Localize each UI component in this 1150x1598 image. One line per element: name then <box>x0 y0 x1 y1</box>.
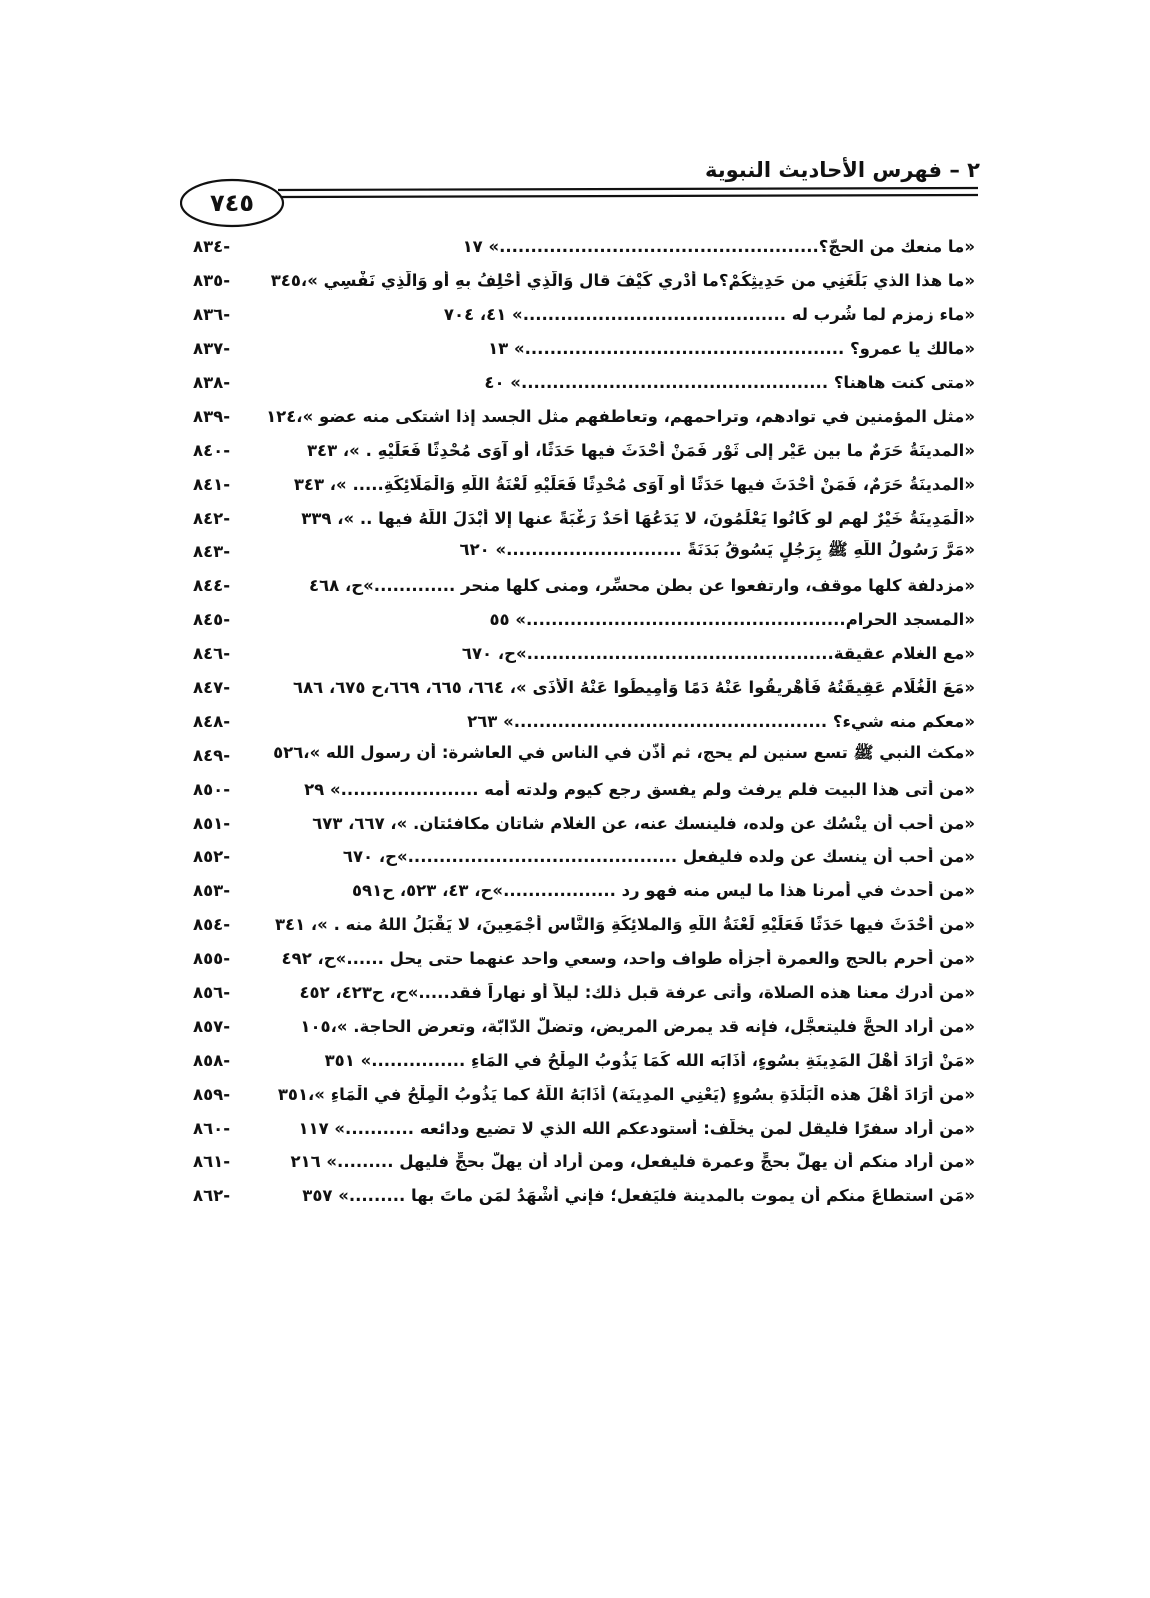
entry-number: -٨٣٤ <box>193 237 231 257</box>
entry-number: -٨٥٨ <box>193 1050 231 1070</box>
entry-number: -٨٤٨ <box>193 711 231 731</box>
index-entry <box>185 738 975 772</box>
entry-number: -٨٤٧ <box>193 678 231 698</box>
entry-text: «من أراد الحجَّ فليتعجَّل، فإنه قد يمرض المريض، وتضلُّ الدّابّة، وتعرض الحاجة. »،١٠٥ <box>300 1016 975 1036</box>
index-entry <box>185 840 975 874</box>
entry-text: «متى كنت هاهنا؟ .................................................» ٤٠ <box>484 373 975 392</box>
entry-text: «من أحب أن ينسك عن ولده فليفعل ...........................................»ح، ٦٧٠ <box>342 847 975 867</box>
entry-number: -٨٣٧ <box>193 339 231 359</box>
index-entry <box>185 1111 975 1145</box>
section-title: ٢ – فهرس الأحاديث النبوية <box>705 158 980 182</box>
index-entry <box>185 1009 975 1043</box>
index-entry <box>185 976 975 1010</box>
entry-text: «من أتى هذا البيت فلم يرفث ولم يفسق رجع كيوم ولدته أمه ......................» ٢٩ <box>304 779 975 799</box>
entry-number: -٨٥٦ <box>193 983 231 1003</box>
entry-number: -٨٦١ <box>193 1152 231 1172</box>
entry-number: -٨٤٢ <box>193 508 231 528</box>
entry-text: «مع الغلام عقيقة.................................................»ح، ٦٧٠ <box>461 644 975 664</box>
entry-text: «مَن استطاعَ منكم أن يموت بالمدينة فليَفعل؛ فإني أَشْهَدُ لمَن ماتَ بها .........» ٣٥٧ <box>302 1186 975 1206</box>
entry-number: -٨٦٠ <box>193 1118 231 1138</box>
entry-text: «مَعَ الْغُلَامِ عَقِيقَتُهُ فَأَهْرِيقُوا عَنْهُ دَمًا وَأَمِيطُوا عَنْهُ الْأَذَى »، ٦٦٤، ٦٦٥، ٦٦٩،ح ٦٧٥، ٦٨٦ <box>293 678 975 698</box>
page-number: ٧٤٥ <box>210 189 254 217</box>
page-header <box>180 150 980 230</box>
entry-text: «من أَرَادَ أَهْلَ هذه الْبَلْدَةِ بِسُوءٍ (يَعْنِي المدِينَة) أَذَابَهُ اللَّهُ كما يَذُوبُ الْمِلْحُ في الْمَاءِ »،٣٥١ <box>277 1084 975 1104</box>
entry-text: «المدينَةُ حَرَمٌ ما بين عَيْرٍ إلى ثَوْرٍ فَمَنْ أَحْدَثَ فيها حَدَثًا، أو آوَى مُحْدِثًا فَعَلَيْهِ . »، ٣٤٣ <box>306 440 975 460</box>
entry-number: -٨٤٣ <box>193 542 231 562</box>
entry-number: -٨٥٠ <box>193 779 231 799</box>
index-entry <box>185 399 975 433</box>
index-entry <box>185 942 975 976</box>
entry-number: -٨٤١ <box>193 474 231 494</box>
entry-text: «من أحدث في أمرنا هذا ما ليس منه فهو رد ..................»ح، ٤٣، ٥٢٣، ح٥٩١ <box>351 881 975 901</box>
entry-text: «مكث النبي ﷺ تسع سنين لم يحج، ثم أذَّن في الناس في العاشرة: أن رسول الله »،٥٢٦ <box>273 743 975 763</box>
entry-text: «من أَحْدَثَ فيها حَدَثًا فَعَلَيْهِ لَعْنَةُ اللَّهِ وَالملائِكَةِ وَالنَّاسِ أَجْمَعِينَ، لا يَقْبَلُ اللهُ منه . »، ٣٤١ <box>274 915 975 935</box>
index-entry <box>185 874 975 908</box>
index-entry <box>185 772 975 806</box>
index-entry <box>185 1179 975 1213</box>
index-entry <box>185 264 975 298</box>
index-entry <box>185 704 975 738</box>
entry-number: -٨٥٩ <box>193 1084 231 1104</box>
index-entry <box>185 806 975 840</box>
index-entry <box>185 1077 975 1111</box>
entry-number: -٨٥٣ <box>193 881 231 901</box>
index-entry <box>185 671 975 705</box>
entry-text: «من أدرك معنا هذه الصلاة، وأتى عرفة قبل ذلك: ليلاً أو نهاراً فقد.....»ح، ح٤٢٣، ٤٥٢ <box>299 983 975 1003</box>
entry-text: «مثل المؤمنين في توادهم، وتراحمهم، وتعاطفهم مثل الجسد إذا اشتكى منه عضو »،١٢٤ <box>266 406 975 426</box>
entry-number: -٨٣٩ <box>193 406 231 426</box>
entry-number: -٨٤٤ <box>193 576 231 596</box>
entry-number: -٨٦٢ <box>193 1186 231 1206</box>
index-entry <box>185 535 975 569</box>
entry-number: -٨٤٠ <box>193 440 231 460</box>
index-entry <box>185 569 975 603</box>
index-entry <box>185 1145 975 1179</box>
index-entry <box>185 433 975 467</box>
hadith-index-list <box>185 230 975 1213</box>
entry-text: «من أراد سفرًا فليقل لمن يخلّف: أستودعكم الله الذي لا تضيع ودائعه ...........» ١١٧ <box>298 1118 975 1138</box>
entry-text: «من أحب أن ينْسُك عن ولده، فلينسك عنه، عن الغلام شاتان مكافئتان. »، ٦٦٧، ٦٧٣ <box>312 813 975 833</box>
entry-number: -٨٥٢ <box>193 847 231 867</box>
entry-number: -٨٣٦ <box>193 305 231 325</box>
index-entry <box>185 230 975 264</box>
index-entry <box>185 332 975 366</box>
entry-text: «ما هذا الذي بَلَغَنِي من حَدِيثِكُمْ؟ما أَدْرِي كَيْفَ قال وَالَّذِي أَحْلِفُ بِهِ أو وَالَّذِي نَفْسِي »،٣٤٥ <box>270 271 975 291</box>
entry-number: -٨٥٤ <box>193 915 231 935</box>
index-entry <box>185 637 975 671</box>
entry-text: «مزدلفة كلها موقف، وارتفعوا عن بطن محسِّر، ومنى كلها منحر .............»ح، ٤٦٨ <box>309 576 975 596</box>
entry-number: -٨٤٦ <box>193 644 231 664</box>
index-entry <box>185 467 975 501</box>
entry-number: -٨٥٧ <box>193 1016 231 1036</box>
entry-text: «الْمَدِينَةُ خَيْرٌ لهم لو كَانُوا يَعْلَمُونَ، لا يَدَعُهَا أَحَدٌ رَغْبَةً عنها إلا أَبْدَلَ اللَّهُ فيها .. »، ٣٣٩ <box>301 508 975 528</box>
entry-text: «معكم منه شيء؟ ..................................................» ٢٦٣ <box>467 711 975 731</box>
index-entry <box>185 501 975 535</box>
entry-text: «المسجد الحرام...................................................» ٥٥ <box>489 610 975 630</box>
entry-text: «المدينَةُ حَرَمٌ، فَمَنْ أَحْدَثَ فيها حَدَثًا أو آوَى مُحْدِثًا فَعَلَيْهِ لَعْنَةُ اللَّهِ وَالْمَلَائِكَةِ..... »، ٣٤٣ <box>293 474 975 494</box>
entry-number: -٨٤٩ <box>193 745 231 765</box>
entry-text: «من أراد منكم أن يهلّ بحجٍّ وعمرة فليفعل، ومن أراد أن يهلَّ بحجٍّ فليهل .........» ٢١٦ <box>290 1152 975 1172</box>
entry-number: -٨٣٥ <box>193 271 231 291</box>
entry-number: -٨٥٥ <box>193 949 231 969</box>
entry-number: -٨٥١ <box>193 813 231 833</box>
index-entry <box>185 298 975 332</box>
index-entry <box>185 366 975 400</box>
entry-text: «ماء زمزم لما شُرب له ..........................................» ٤١، ٧٠٤ <box>443 305 975 325</box>
entry-number: -٨٤٥ <box>193 610 231 630</box>
entry-text: «مالك يا عمرو؟ ...................................................» ١٣ <box>488 339 975 359</box>
entry-text: «من أحرم بالحج والعمرة أجزأه طواف واحد، وسعي واحد عنهما حتى يحل ......»ح، ٤٩٢ <box>281 949 975 969</box>
entry-text: «مَنْ أَرَادَ أَهْلَ المَدِينَةِ بِسُوءٍ، أَذَابَه الله كَمَا يَذُوبُ المِلْحُ في المَاءِ ...............» ٣٥١ <box>324 1050 975 1070</box>
entry-number: -٨٣٨ <box>193 373 231 392</box>
entry-text: «مَرَّ رَسُولُ اللَّهِ ﷺ بِرَجُلٍ يَسُوقُ بَدَنَةً ............................» ٦٢٠ <box>459 539 975 559</box>
index-entry <box>185 908 975 942</box>
index-entry <box>185 603 975 637</box>
entry-text: «ما منعك من الحجّ؟...................................................» ١٧ <box>462 237 975 257</box>
index-entry <box>185 1043 975 1077</box>
